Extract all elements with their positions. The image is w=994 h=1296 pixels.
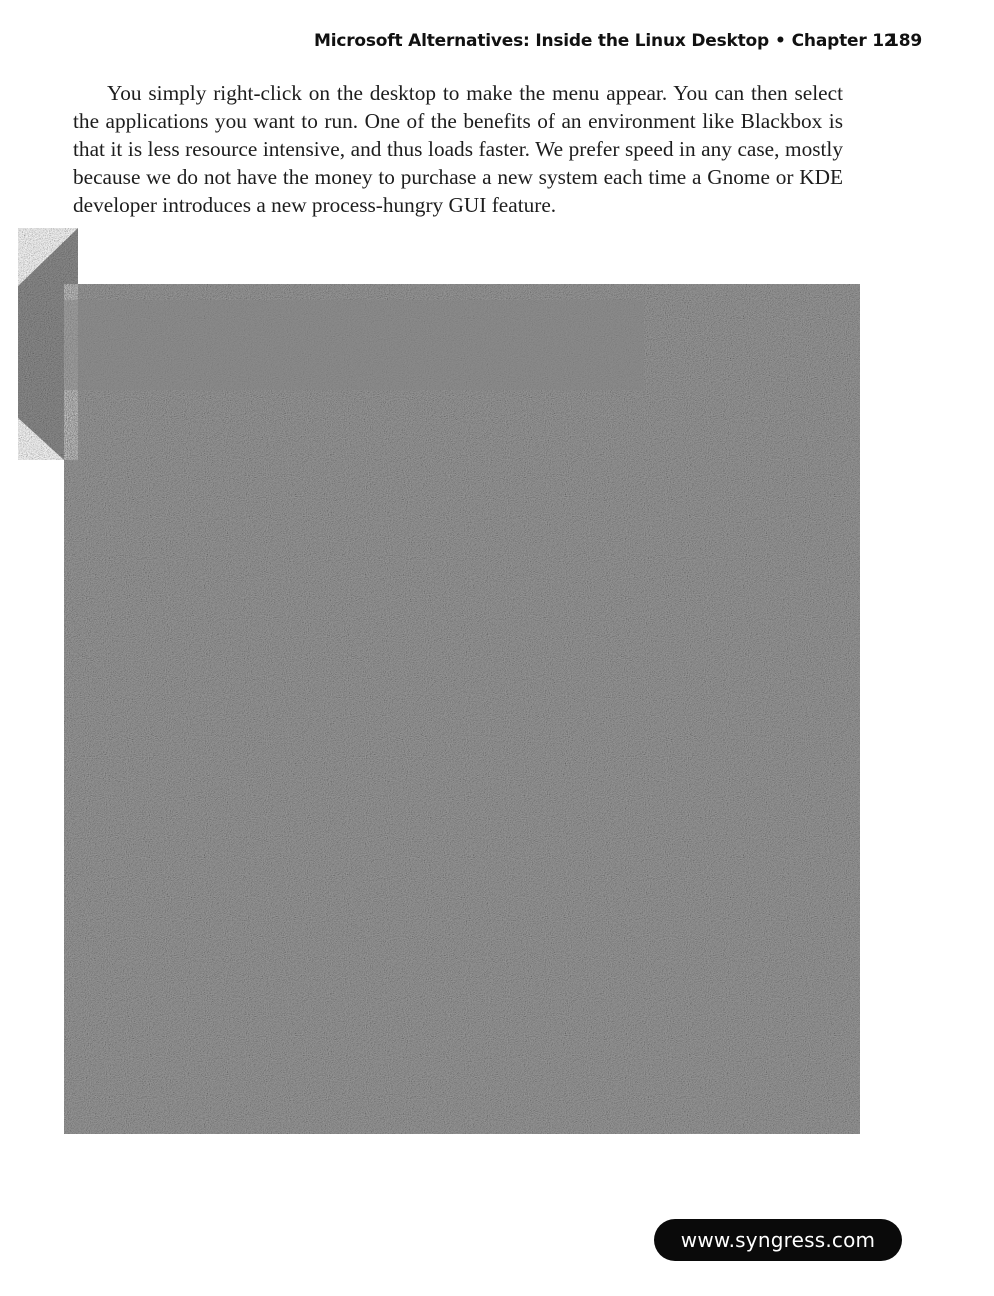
figure-canvas: [18, 228, 860, 1134]
publisher-url-badge: www.syngress.com: [654, 1219, 902, 1261]
desktop-area: [64, 284, 860, 1134]
screenshot-figure: [18, 228, 860, 1134]
book-title: Microsoft Alternatives: Inside the Linux Desktop: [314, 31, 769, 51]
page-number: 189: [887, 31, 922, 51]
menu-band: [64, 300, 644, 390]
running-head: [314, 31, 922, 51]
header-separator: •: [774, 31, 786, 51]
body-paragraph: You simply right-click on the desktop to make the menu appear. You can then select the applications you want to run. One of the benefits of an environment like Blackbox is that it is less resource intensive, and thus loads faster. We prefer speed in any case, mostly because we do not have the money to purchase a new system each time a Gnome or KDE developer introduces a new process-hungry GUI feature.: [73, 81, 843, 217]
chapter-label: Chapter 12: [791, 31, 896, 51]
